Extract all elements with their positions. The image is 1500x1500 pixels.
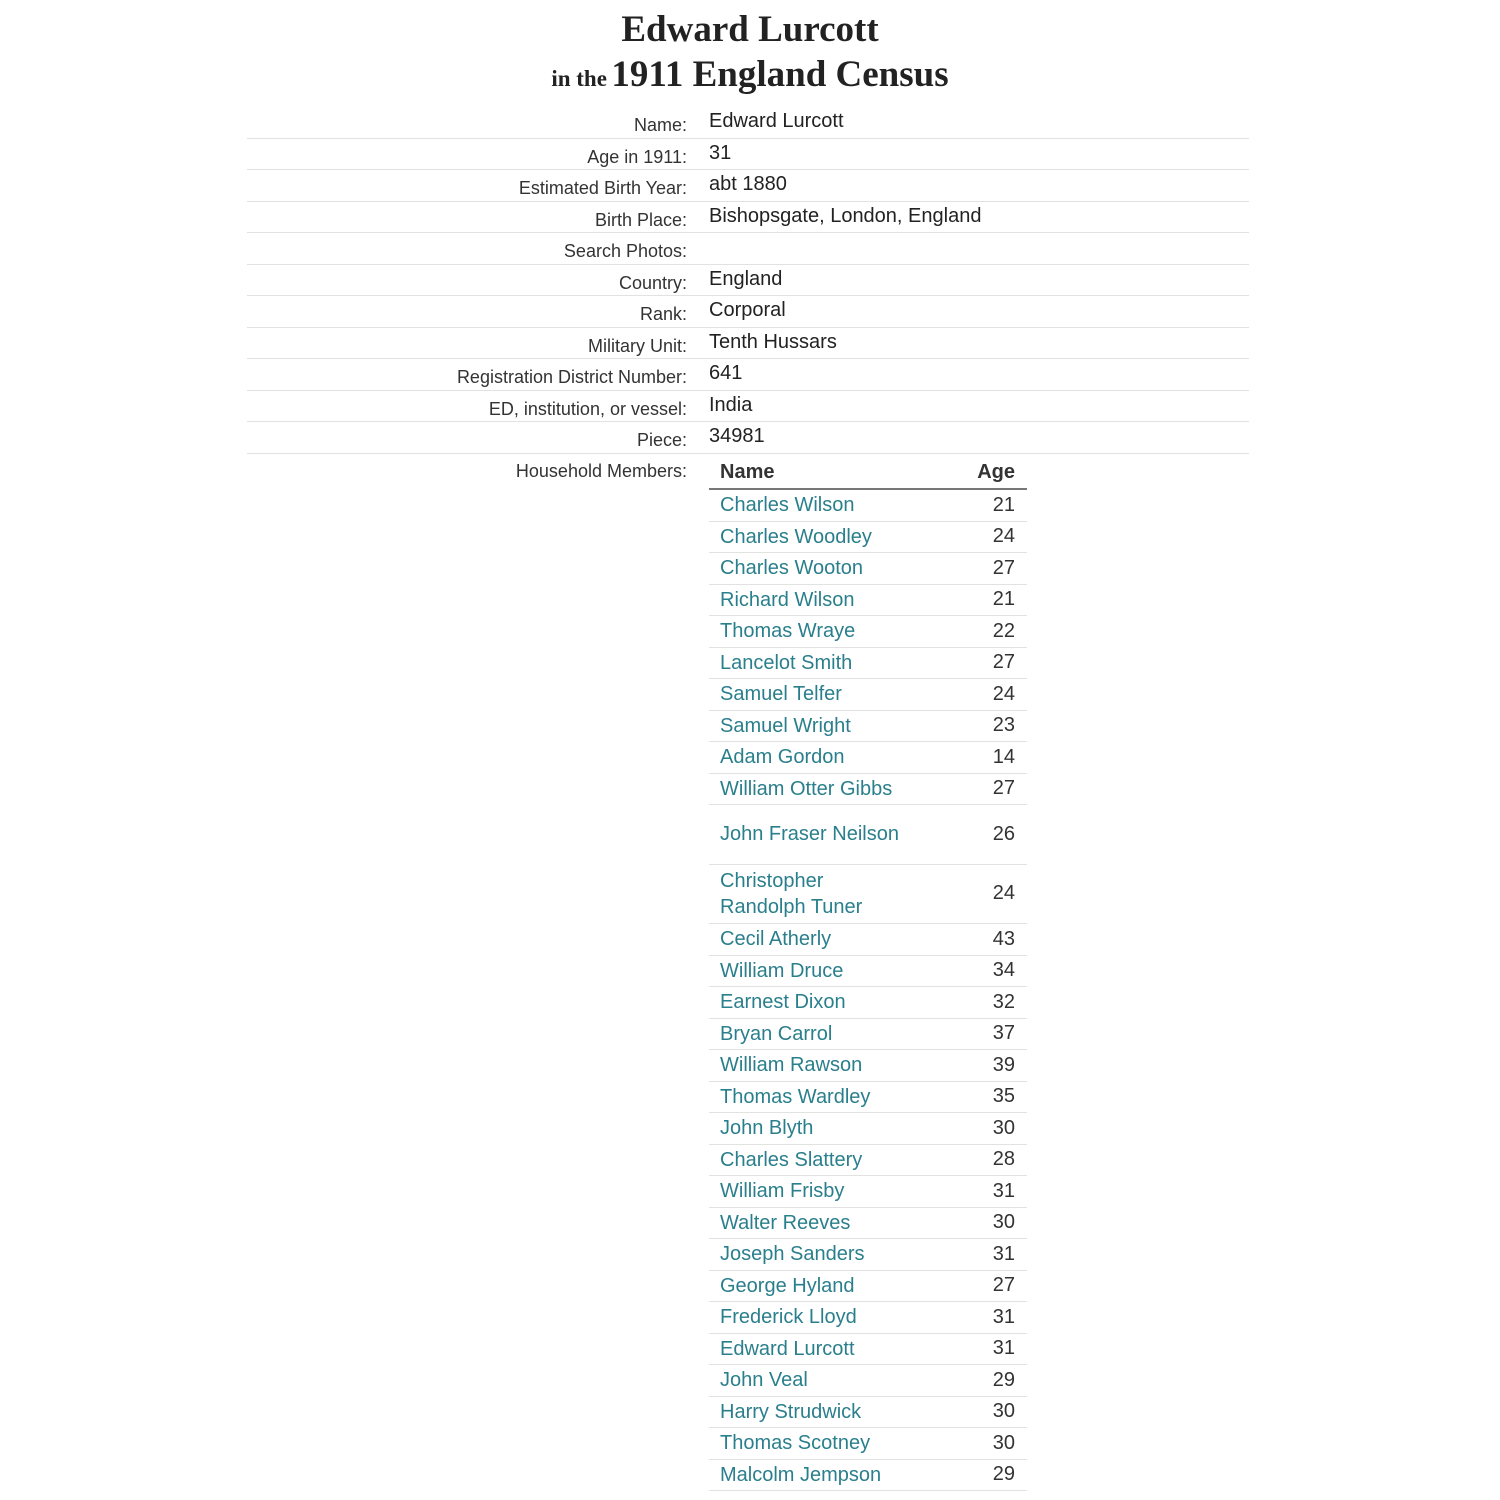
household-member-row [709,805,1027,865]
fact-value: Tenth Hussars [709,330,837,353]
household-member-row [709,1145,1027,1177]
household-member-row [709,865,1027,925]
fact-label: Piece: [636,430,687,450]
household-member-link[interactable]: Charles Slattery [720,1148,863,1171]
record-facts [247,107,1249,454]
household-member-link[interactable]: Charles Woodley [720,525,872,548]
household-member-age: 24 [992,882,1015,905]
household-member-row [709,1176,1027,1208]
household-member-age: 35 [992,1085,1015,1108]
fact-row-registration-district [247,359,1249,391]
household-member-age: 21 [992,493,1015,516]
fact-value: 34981 [709,425,765,447]
household-member-age: 29 [992,1463,1015,1486]
title-person-name: Edward Lurcott [621,9,879,50]
household-member-row [709,522,1027,554]
title-collection-line [0,52,1500,105]
household-member-age: 34 [992,959,1015,982]
fact-row-age [247,139,1249,171]
household-member-link[interactable]: Charles Wooton [720,557,864,580]
household-member-row [709,648,1027,680]
household-member-link[interactable]: Samuel Wright [720,714,851,737]
household-member-link[interactable]: George Hyland [720,1274,855,1297]
household-member-row [709,1208,1027,1240]
household-member-link[interactable]: Christopher Randolph Tuner [720,869,863,918]
household-member-age: 27 [992,777,1015,800]
household-member-age: 26 [992,822,1015,845]
household-member-age: 28 [992,1148,1015,1171]
household-member-row [709,679,1027,711]
fact-label: Country: [618,272,687,293]
fact-row-name [247,107,1249,139]
household-member-age: 30 [992,1211,1015,1234]
household-member-age: 39 [992,1053,1015,1076]
fact-row-country [247,265,1249,297]
household-member-row [709,742,1027,774]
household-member-link[interactable]: Lancelot Smith [720,651,853,674]
column-header-age: Age [977,461,1015,483]
household-member-age: 31 [992,1337,1015,1360]
household-member-age: 21 [992,588,1015,611]
household-member-age: 43 [992,927,1015,950]
household-member-link[interactable]: Edward Lurcott [720,1337,855,1360]
fact-value: Bishopsgate, London, England [709,204,982,227]
household-member-link[interactable]: William Otter Gibbs [720,777,893,800]
fact-value: England [709,267,783,290]
household-member-link[interactable]: William Rawson [720,1054,863,1077]
household-member-age: 30 [992,1400,1015,1423]
column-header-name: Name [720,461,775,483]
household-member-link[interactable]: Frederick Lloyd [720,1306,857,1329]
title-prefix: in the [551,66,607,91]
fact-value: India [709,393,753,416]
fact-label: Estimated Birth Year: [518,178,687,198]
household-member-row [709,616,1027,648]
household-member-row [709,1302,1027,1334]
household-member-row [709,924,1027,956]
fact-label: Name: [633,115,687,135]
household-member-link[interactable]: William Druce [720,959,844,982]
household-member-link[interactable]: John Veal [720,1369,808,1392]
household-member-row [709,1334,1027,1366]
household-member-row [709,490,1027,522]
household-member-row [709,1113,1027,1145]
fact-value: 31 [709,141,732,164]
household-member-age: 14 [992,745,1015,768]
household-member-age: 23 [992,714,1015,737]
household-member-age: 27 [992,556,1015,579]
household-member-age: 24 [992,682,1015,705]
fact-row-birth-year [247,170,1249,202]
household-member-row [709,1460,1027,1492]
household-member-row [709,1239,1027,1271]
household-table [709,456,1027,1491]
household-member-link[interactable]: Walter Reeves [720,1211,851,1234]
household-member-age: 31 [992,1305,1015,1328]
household-member-link[interactable]: Malcolm Jempson [720,1463,882,1486]
household-table-header [709,456,1027,490]
household-member-age: 30 [992,1116,1015,1139]
household-member-age: 31 [992,1242,1015,1265]
household-member-age: 30 [992,1431,1015,1454]
household-member-row [709,1271,1027,1303]
household-member-age: 27 [992,1274,1015,1297]
household-member-link[interactable]: Thomas Wraye [720,620,856,643]
household-member-row [709,1019,1027,1051]
household-member-age: 24 [992,525,1015,548]
household-member-link[interactable]: William Frisby [720,1180,845,1203]
household-member-row [709,956,1027,988]
title-collection: 1911 England Census [611,54,949,95]
fact-label: ED, institution, or vessel: [488,398,687,419]
fact-value: Corporal [709,299,786,321]
fact-value: Edward Lurcott [709,110,844,132]
household-member-link[interactable]: Thomas Scotney [720,1432,871,1455]
fact-value: 641 [709,362,743,384]
household-member-link[interactable]: Cecil Atherly [720,928,832,951]
fact-value: abt 1880 [709,173,787,195]
household-member-row [709,1050,1027,1082]
household-member-row [709,553,1027,585]
fact-label: Search Photos: [563,241,687,261]
household-member-link[interactable]: Richard Wilson [720,588,855,611]
household-member-age: 22 [992,619,1015,642]
household-members-label: Household Members: [515,461,687,481]
household-member-age: 31 [992,1179,1015,1202]
household-member-link[interactable]: Harry Strudwick [720,1400,862,1423]
household-member-row [709,774,1027,806]
household-member-row [709,1428,1027,1460]
household-member-age: 27 [992,651,1015,674]
fact-row-rank [247,296,1249,328]
fact-row-military-unit [247,328,1249,360]
household-member-row [709,987,1027,1019]
household-member-row [709,1365,1027,1397]
household-member-link[interactable]: Bryan Carrol [720,1022,833,1045]
household-member-link[interactable]: Joseph Sanders [720,1243,865,1266]
household-member-age: 32 [992,990,1015,1013]
fact-row-birth-place [247,202,1249,234]
page-title [0,8,1500,105]
household-member-row [709,1397,1027,1429]
fact-row-search-photos [247,233,1249,265]
fact-label: Birth Place: [594,209,687,230]
household-member-link[interactable]: Earnest Dixon [720,991,846,1014]
household-member-link[interactable]: John Fraser Neilson [720,823,899,846]
household-member-link[interactable]: John Blyth [720,1117,814,1140]
fact-label: Registration District Number: [456,367,687,387]
fact-label: Rank: [639,304,687,324]
household-member-age: 37 [992,1022,1015,1045]
household-member-link[interactable]: Thomas Wardley [720,1085,871,1108]
household-member-link[interactable]: Charles Wilson [720,494,855,517]
household-member-row [709,711,1027,743]
household-member-age: 29 [992,1368,1015,1391]
household-member-link[interactable]: Adam Gordon [720,746,845,769]
household-rows [709,490,1027,1491]
household-member-row [709,1082,1027,1114]
fact-row-piece [247,422,1249,454]
fact-row-ed-institution [247,391,1249,423]
fact-label: Military Unit: [587,335,687,356]
fact-label: Age in 1911: [587,146,687,167]
household-member-link[interactable]: Samuel Telfer [720,683,842,706]
household-member-row [709,585,1027,617]
